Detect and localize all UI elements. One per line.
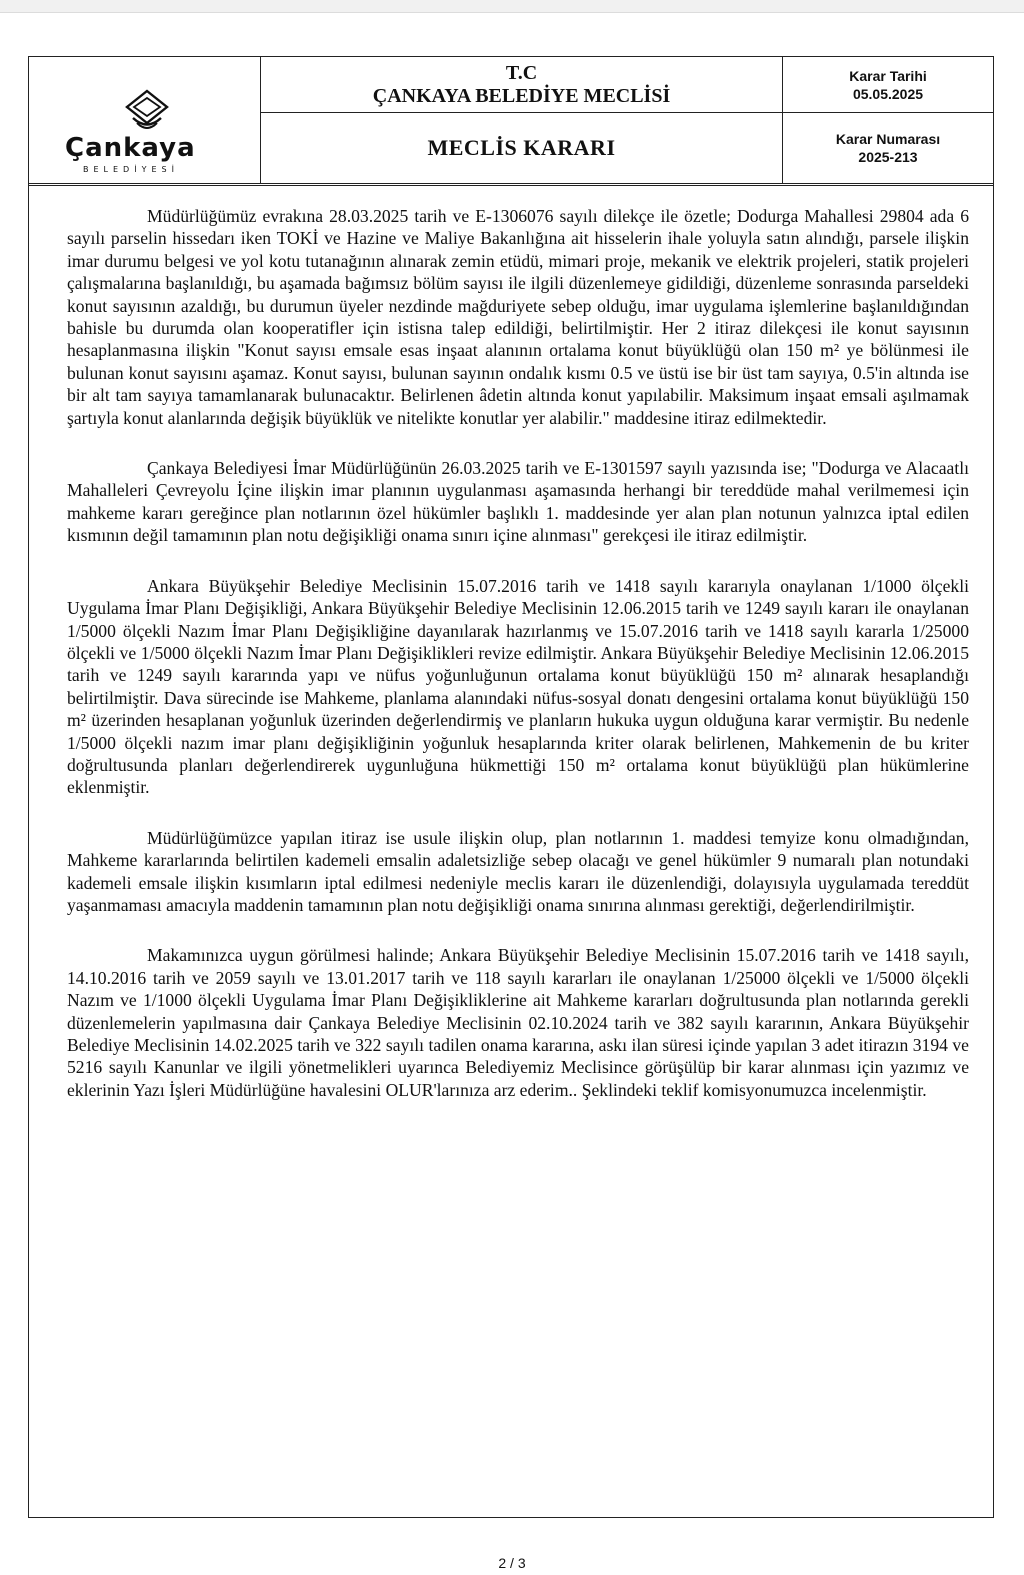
- decision-meta-cell: [783, 57, 993, 183]
- decision-date-value: 05.05.2025: [852, 85, 924, 102]
- paragraph: Müdürlüğümüzce yapılan itiraz ise usule ilişkin olup, plan notlarının 1. maddesi temyize konu olmadığından, Mahkeme kararlarında belirtilen kademeli emsalin adaletsizliğe sebep olacağı ve genel hükümler 9 numaralı plan notundaki kademeli emsale ilişkin kısımların iptal edilmesi nedeniyle meclis kararı ile düzenlendiği, dolayısıyla uygulamada tereddüt yaşanmaması amacıyla maddenin tamamının plan notu değişikliği onama sınırına alınması gerektiği, değerlendirilmiştir.: [67, 827, 969, 915]
- paragraph: Makamınızca uygun görülmesi halinde; Ankara Büyükşehir Belediye Meclisinin 15.07.2016 tarih ve 1418 sayılı, 14.10.2016 tarih ve 2059 sayılı ve 13.01.2017 tarih ve 118 sayılı kararları ile onaylanan 1/25000 ölçekli ve 1/5000 ölçekli Nazım ve 1/1000 ölçekli Uygulama İmar Planı Değişikliklerine ait Mahkeme kararları doğrultusunda plan notlarında gerekli düzenlemelerin yapılmasına dair Çankaya Belediye Meclisinin 02.10.2024 tarih ve 382 sayılı kararının, Ankara Büyükşehir Belediye Meclisinin 14.02.2025 tarih ve 322 sayılı tadilen onama kararına, askı ilan süresi içinde yapılan 3 adet itirazın 3194 ve 5216 sayılı Kanunlar ve ilgili yönetmelikleri uyarınca Belediyemiz Meclisince görüşülüp bir karar alınması için yazımız ve eklerinin Yazı İşleri Müdürlüğüne havalesini OLUR'larınıza arz ederim.. Şeklindeki teklif komisyonumuzca incelenmiştir.: [67, 945, 969, 1100]
- cankaya-emblem-icon: [121, 87, 173, 135]
- document-title: MECLİS KARARI: [427, 135, 616, 160]
- decision-number-value: 2025-213: [858, 149, 918, 165]
- logo-subtitle: BELEDİYESİ: [83, 165, 179, 174]
- document-frame: [28, 56, 994, 1518]
- document-title-block: [261, 113, 782, 183]
- viewer-top-strip: [0, 0, 1024, 13]
- decision-number-label: Karar Numarası: [835, 131, 941, 147]
- paragraph: Müdürlüğümüz evrakına 28.03.2025 tarih ve E-1306076 sayılı dilekçe ile özetle; Dodurga Mahallesi 29804 ada 6 sayılı parselin hissedarı iken TOKİ ve Hazine ve Maliye Bakanlığına ait hisselerin ihale yoluyla satın alındığı, parsele ilişkin imar durumu belgesi ve yol kotu tutanağının alınarak zemin etüdü, mimari proje, mekanik ve elektrik projeleri, statik projeleri çalışmalarına başlanıldığı, bu aşamada bağımsız bölüm sayısı ile ilgili düzenlemeye gidildiği, düzenleme sonrasında parseldeki konut sayısının azaldığı, bu durumun üyeler nezdinde mağduriyete sebep olduğu, imar uygulama işlemlerine başlanıldığından bahisle bu durumda olan kooperatifler için istisna talep edildiği, belirtilmiştir. Her 2 itiraz dilekçesi ile konut sayısının hesaplanmasına ilişkin "Konut sayısı emsale esas inşaat alanının ortalama konut büyüklüğü olan 150 m² ye bölünmesi ile bulunan konut sayısını aşamaz. Konut sayısı, bulunan sayının ondalık kısmı 0.5 ve üstü ise bir üst tam sayıya, 0.5'in altında ise bir alt tam sayıya tamamlanarak bulunacaktır. Belirlenen âdetin altında konut yapılabilir. Maksimum inşaat emsali aşılmamak şartıyla konut alanlarında değişik büyüklük ve nitelikte konutlar yer alabilir." maddesine itiraz edilmektedir.: [67, 206, 969, 428]
- institution-block: [261, 57, 782, 113]
- council-name: ÇANKAYA BELEDİYE MECLİSİ: [372, 84, 671, 107]
- title-cell: [261, 57, 783, 183]
- decision-number-block: [783, 113, 993, 183]
- page-number: 2 / 3: [498, 1555, 526, 1571]
- document-header: [29, 57, 993, 186]
- document-body: [67, 205, 969, 1101]
- logo-wordmark: Çankaya: [65, 133, 196, 163]
- tc-label: T.C: [505, 61, 538, 84]
- paragraph: Ankara Büyükşehir Belediye Meclisinin 15.07.2016 tarih ve 1418 sayılı kararıyla onaylanan 1/1000 ölçekli Uygulama İmar Planı Değişikliği, Ankara Büyükşehir Belediye Meclisinin 12.06.2015 tarih ve 1249 sayılı kararı ile onaylanan 1/5000 ölçekli Nazım İmar Planı Değişikliğine dayanılarak hazırlanmış ve 15.07.2016 tarih ve 1418 sayılı kararla 1/25000 ölçekli ve 1/5000 ölçekli Nazım İmar Planı Değişiklikleri revize edilmiştir. Ankara Büyükşehir Belediye Meclisinin 12.06.2015 tarih ve 1249 sayılı kararında yapı ve nüfus yoğunluğunun ortalama konut büyüklüğü 150 m² alınarak hesaplandığı belirtilmiştir. Dava sürecinde ise Mahkeme, planlama alanındaki nüfus-sosyal donatı dengesini ortalama konut büyüklüğü 150 m² üzerinden hesaplanan yoğunluk üzerinden değerlendirmiş ve planların hukuka uygun olduğuna karar vermiştir. Bu nedenle 1/5000 ölçekli nazım imar planı değişikliğinin yoğunluk hesaplarında kriter olarak belirlenen, Mahkemenin de bu kriter doğrultusunda planları değerlendirerek uygunluğuna hükmettiği 150 m² ortalama konut büyüklüğü plan hükümlerine eklenmiştir.: [67, 575, 969, 798]
- decision-date-label: Karar Tarihi: [849, 67, 927, 84]
- logo-cell: [29, 57, 261, 183]
- decision-date-block: [783, 57, 993, 113]
- paragraph: Çankaya Belediyesi İmar Müdürlüğünün 26.03.2025 tarih ve E-1301597 sayılı yazısında ise; "Dodurga ve Alacaatlı Mahalleleri Çevreyolu İçine ilişkin imar planının uygulanması aşamasında herhangi bir tereddüde mahal verilmemesi için mahkeme kararı gereğince plan notlarının özel hükümler başlıklı 1. maddesinde yer alan plan notunun yalnızca iptal edilen kısmının değil tamamının plan notu değişikliği onama sınırı içine alınması" gerekçesi ile itiraz edilmiştir.: [67, 458, 969, 546]
